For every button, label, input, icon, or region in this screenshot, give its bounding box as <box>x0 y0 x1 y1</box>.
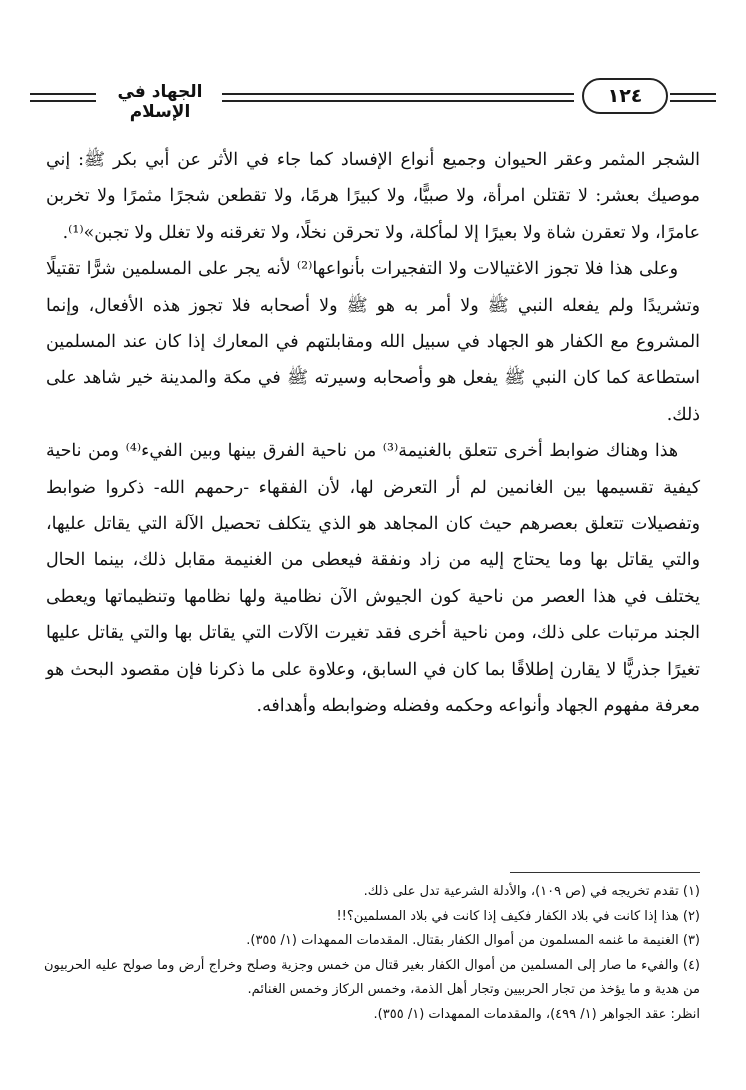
page-header <box>30 76 716 122</box>
main-text <box>46 142 700 725</box>
paragraph-1: الشجر المثمر وعقر الحيوان وجميع أنواع الإفساد كما جاء في الأثر عن أبي بكر ﷺ: إني موصيك بعشر: لا تقتلن امرأة، ولا صبيًّا، ولا كبيرًا هرمًا، ولا تقطعن شجرًا مثمرًا ولا تخربن عامرًا، ولا تعقرن شاة ولا بعيرًا إلا لمأكلة، ولا تحرقن نخلًا، ولا تغرقنه ولا تغلل ولا تجبن»⁽¹⁾. <box>46 150 700 243</box>
page-number: ١٢٤ <box>582 78 668 114</box>
header-rule-right <box>670 93 716 102</box>
running-title: الجهاد في الإسلام <box>117 82 203 122</box>
footnote-1: (١) تقدم تخريجه في (ص ١٠٩)، والأدلة الشرعية تدل على ذلك. <box>363 884 700 899</box>
footnote-separator <box>510 872 700 873</box>
header-rule-middle <box>222 93 574 102</box>
paragraph-2: وعلى هذا فلا تجوز الاغتيالات ولا التفجيرات بأنواعها⁽²⁾ لأنه يجر على المسلمين شرًّا تقتيلًا وتشريدًا ولم يفعله النبي ﷺ ولا أمر به هو ﷺ ولا أصحابه فلا تجوز هذه الأفعال، وإنما المشروع مع الكفار هو الجهاد في سبيل الله ومقابلتهم في المعارك إذا كان عند المسلمين استطاعة كما كان النبي ﷺ يفعل هو وأصحابه وسيرته ﷺ في مكة والمدينة خير شاهد على ذلك. <box>46 259 700 425</box>
footnote-3: (٣) الغنيمة ما غنمه المسلمون من أموال الكفار بقتال. المقدمات الممهدات (١/ ٣٥٥). <box>246 933 700 948</box>
header-rule-left <box>30 93 96 102</box>
footnotes <box>44 880 700 1027</box>
paragraph-3: هذا وهناك ضوابط أخرى تتعلق بالغنيمة⁽³⁾ من ناحية الفرق بينها وبين الفيء⁽⁴⁾ ومن ناحية كيفية تقسيمها بين الغانمين لم أر التعرض لها، لأن الفقهاء -رحمهم الله- ذكروا ضوابط وتفصيلات تتعلق بعصرهم حيث كان المجاهد هو الذي يتكلف تحصيل الآلة التي يقاتل عليها، والتي يقاتل بها وما يحتاج إليه من زاد ونفقة فيعطى من الغنيمة مقابل ذلك، بينما الحال يختلف في هذا العصر من ناحية كون الجيوش الآن نظامية ولها نظامها وتنظيماتها ويعطى الجند مرتبات على ذلك، ومن ناحية أخرى فقد تغيرت الآلات التي يقاتل بها والتي يقاتل عليها تغيرًا جذريًّا لا يقارن إطلاقًا بما كان في السابق، وعلاوة على ما ذكرنا فإن مقصود البحث هو معرفة مفهوم الجهاد وأنواعه وحكمه وفضله وضوابطه وأهدافه. <box>46 441 700 717</box>
footnote-4: (٤) والفيء ما صار إلى المسلمين من أموال الكفار بغير قتال من خمس وجزية وصلح وخراج أرض وما صولح عليه الحربيون من هدية و ما يؤخذ من تجار الحربيين وتجار أهل الذمة، وخمس الركاز وخمس الغنائم. <box>44 957 700 997</box>
footnote-2: (٢) هذا إذا كانت في بلاد الكفار فكيف إذا كانت في بلاد المسلمين؟!! <box>336 908 700 924</box>
footnote-4-reference: انظر: عقد الجواهر (١/ ٤٩٩)، والمقدمات الممهدات (١/ ٣٥٥). <box>373 1006 700 1022</box>
